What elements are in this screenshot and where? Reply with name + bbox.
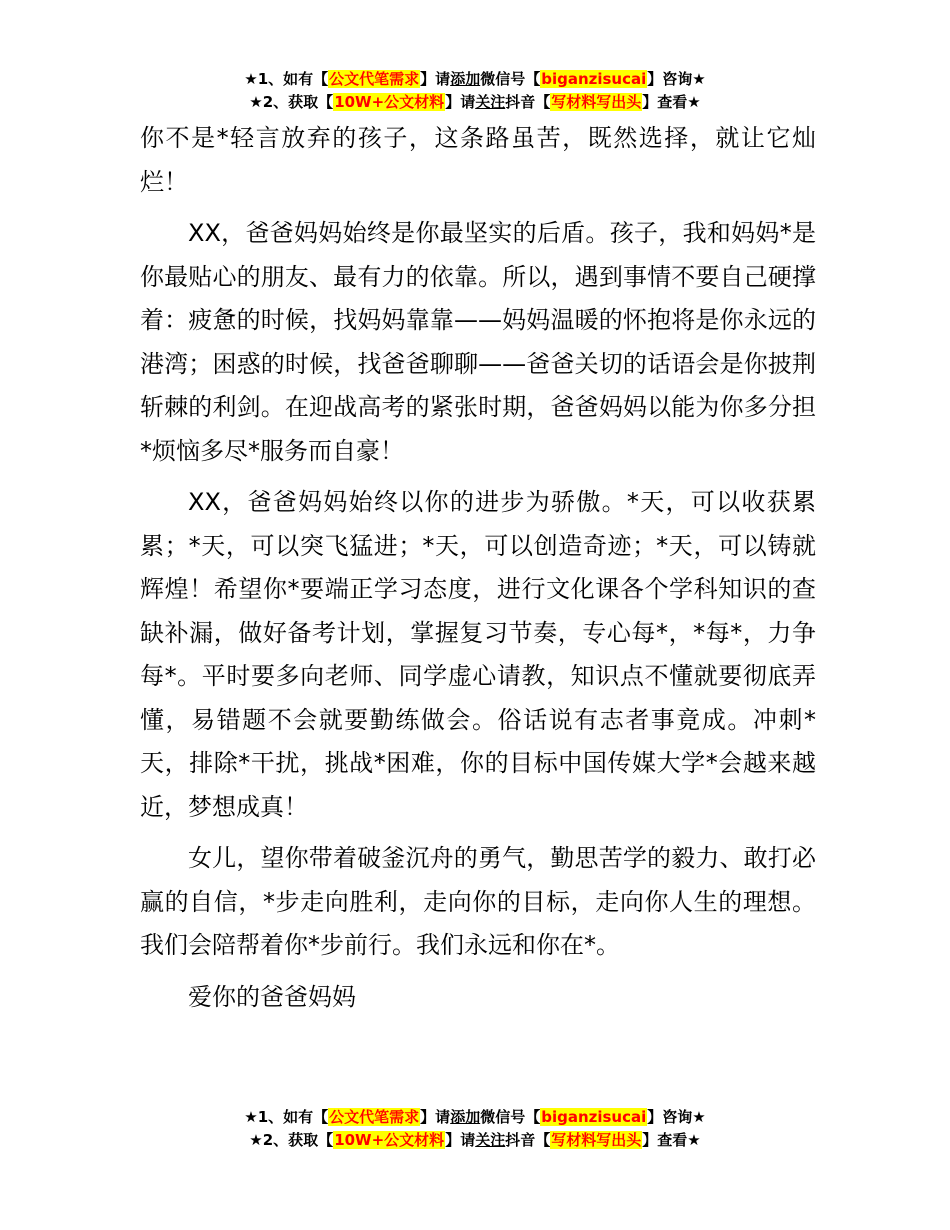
- banner-text: 抖音【: [505, 93, 551, 111]
- signature: 爱你的爸爸妈妈: [188, 982, 356, 1011]
- paragraph-4: 女儿，望你带着破釜沉舟的勇气，勤思苦学的毅力、敢打必赢的自信，*步走向胜利，走向你的目标，走向你人生的理想。我们会陪帮着你*步前行。我们永远和你在*。: [140, 844, 816, 959]
- banner-text: ★1、如有【: [244, 1108, 329, 1126]
- banner-text: 】查看★: [642, 93, 701, 111]
- banner-text: 】请: [420, 1108, 451, 1126]
- banner-line-2: [0, 91, 950, 114]
- banner-highlight: 写材料写出头: [551, 93, 642, 111]
- banner-text: ★2、获取【: [249, 1131, 334, 1149]
- header-banner: [0, 68, 950, 114]
- banner-highlight: 写材料写出头: [551, 1131, 642, 1149]
- banner-highlight: biganzisucai: [541, 70, 647, 88]
- banner-text: 】查看★: [642, 1131, 701, 1149]
- banner-text: 微信号【: [480, 1108, 541, 1126]
- banner-underlined: 添加: [450, 70, 481, 88]
- banner-text: 】请: [445, 93, 476, 111]
- banner-highlight: 公文代笔需求: [329, 1108, 420, 1126]
- banner-highlight: 10W+公文材料: [334, 1131, 445, 1149]
- banner-text: ★2、获取【: [249, 93, 334, 111]
- banner-underlined: 关注: [475, 93, 506, 111]
- banner-highlight: 公文代笔需求: [329, 70, 420, 88]
- paragraph-3: XX，爸爸妈妈始终以你的进步为骄傲。*天，可以收获累累；*天，可以突飞猛进；*天，可以创造奇迹；*天，可以铸就辉煌！希望你*要端正学习态度，进行文化课各个学科知识的查缺补漏，做好备考计划，掌握复习节奏，专心每*，*每*，力争每*。平时要多向老师、同学虚心请教，知识点不懂就要彻底弄懂，易错题不会就要勤练做会。俗话说有志者事竟成。冲刺*天，排除*干扰，挑战*困难，你的目标中国传媒大学*会越来越近，梦想成真！: [140, 488, 816, 821]
- banner-text: 微信号【: [480, 70, 541, 88]
- banner-highlight: biganzisucai: [541, 1108, 647, 1126]
- banner-highlight: 10W+公文材料: [334, 93, 445, 111]
- paragraph-1: 你不是*轻言放弃的孩子，这条路虽苦，既然选择，就让它灿烂！: [140, 124, 816, 196]
- banner-line-1: [0, 1106, 950, 1129]
- banner-underlined: 添加: [450, 1108, 481, 1126]
- banner-text: 】咨询★: [647, 70, 706, 88]
- banner-text: 】请: [420, 70, 451, 88]
- banner-text: 】请: [445, 1131, 476, 1149]
- letter-body: [140, 117, 816, 1027]
- banner-text: 抖音【: [505, 1131, 551, 1149]
- banner-line-1: [0, 68, 950, 91]
- banner-underlined: 关注: [475, 1131, 506, 1149]
- banner-text: 】咨询★: [647, 1108, 706, 1126]
- banner-text: ★1、如有【: [244, 70, 329, 88]
- paragraph-2: XX，爸爸妈妈始终是你最坚实的后盾。孩子，我和妈妈*是你最贴心的朋友、最有力的依靠。所以，遇到事情不要自己硬撑着：疲惫的时候，找妈妈靠靠——妈妈温暖的怀抱将是你永远的港湾；困惑的时候，找爸爸聊聊——爸爸关切的话语会是你披荆斩棘的利剑。在迎战高考的紧张时期，爸爸妈妈以能为你多分担*烦恼多尽*服务而自豪！: [140, 219, 816, 465]
- footer-banner: [0, 1106, 950, 1152]
- banner-line-2: [0, 1129, 950, 1152]
